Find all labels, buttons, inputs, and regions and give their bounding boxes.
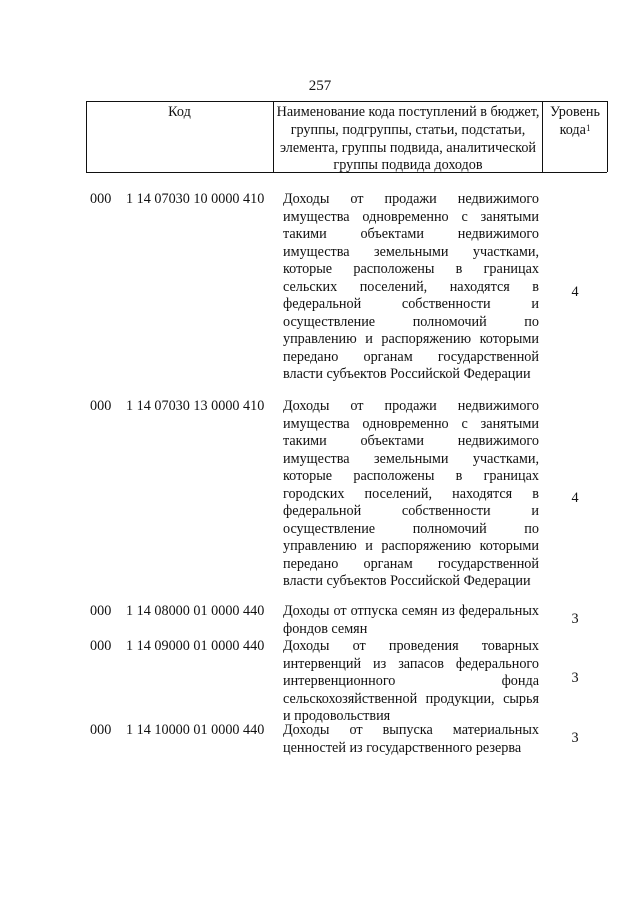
row-code: 1 14 09000 01 0000 440 (126, 638, 265, 654)
row-name: Доходы от проведения товарных интервенций из запасов федерального интервенционного фонда сельскохозяйственной продукции, сырья и продовольствия (283, 638, 539, 724)
row-level: 3 (571, 670, 579, 686)
row-code: 1 14 07030 13 0000 410 (126, 398, 265, 414)
row-code: 1 14 08000 01 0000 440 (126, 603, 265, 619)
row-name: Доходы от продажи недвижимого имущества одновременно с занятыми такими объектами недвижимого имущества земельными участками, которые расположены в границах сельских поселений, находятся в федеральной собственности и осуществление полномочий по управлению и распоряжению которыми передано органам государственной власти субъектов Российской Федерации (283, 191, 539, 382)
row-name: Доходы от отпуска семян из федеральных фондов семян (283, 603, 539, 637)
footnote-marker: 1 (585, 122, 591, 133)
row-prefix: 000 (90, 638, 112, 654)
column-header-code: Код (168, 104, 191, 120)
row-level: 3 (571, 730, 579, 746)
row-prefix: 000 (90, 603, 112, 619)
column-header-name: Наименование кода поступлений в бюджет, группы, подгруппы, статьи, подстатьи, элемента, группы подвида, аналитической группы подвида доходов (276, 104, 540, 174)
table-header-top-border (86, 101, 607, 102)
row-level: 4 (571, 284, 579, 300)
row-prefix: 000 (90, 398, 112, 414)
row-prefix: 000 (90, 722, 112, 738)
column-header-level (543, 104, 607, 174)
row-level: 4 (571, 490, 579, 506)
table-border-right (607, 101, 608, 172)
row-code: 1 14 07030 10 0000 410 (126, 191, 265, 207)
row-name: Доходы от выпуска материальных ценностей из государственного резерва (283, 722, 539, 756)
row-level: 3 (571, 611, 579, 627)
row-code: 1 14 10000 01 0000 440 (126, 722, 265, 738)
page-number: 257 (308, 78, 332, 94)
row-name: Доходы от продажи недвижимого имущества одновременно с занятыми такими объектами недвижимого имущества земельными участками, которые расположены в границах городских поселений, находятся в федеральной собственности и осуществление полномочий по управлению и распоряжению которыми передано органам государственной власти субъектов Российской Федерации (283, 398, 539, 589)
row-prefix: 000 (90, 191, 112, 207)
column-header-level-label: Уровень кода (550, 104, 600, 138)
